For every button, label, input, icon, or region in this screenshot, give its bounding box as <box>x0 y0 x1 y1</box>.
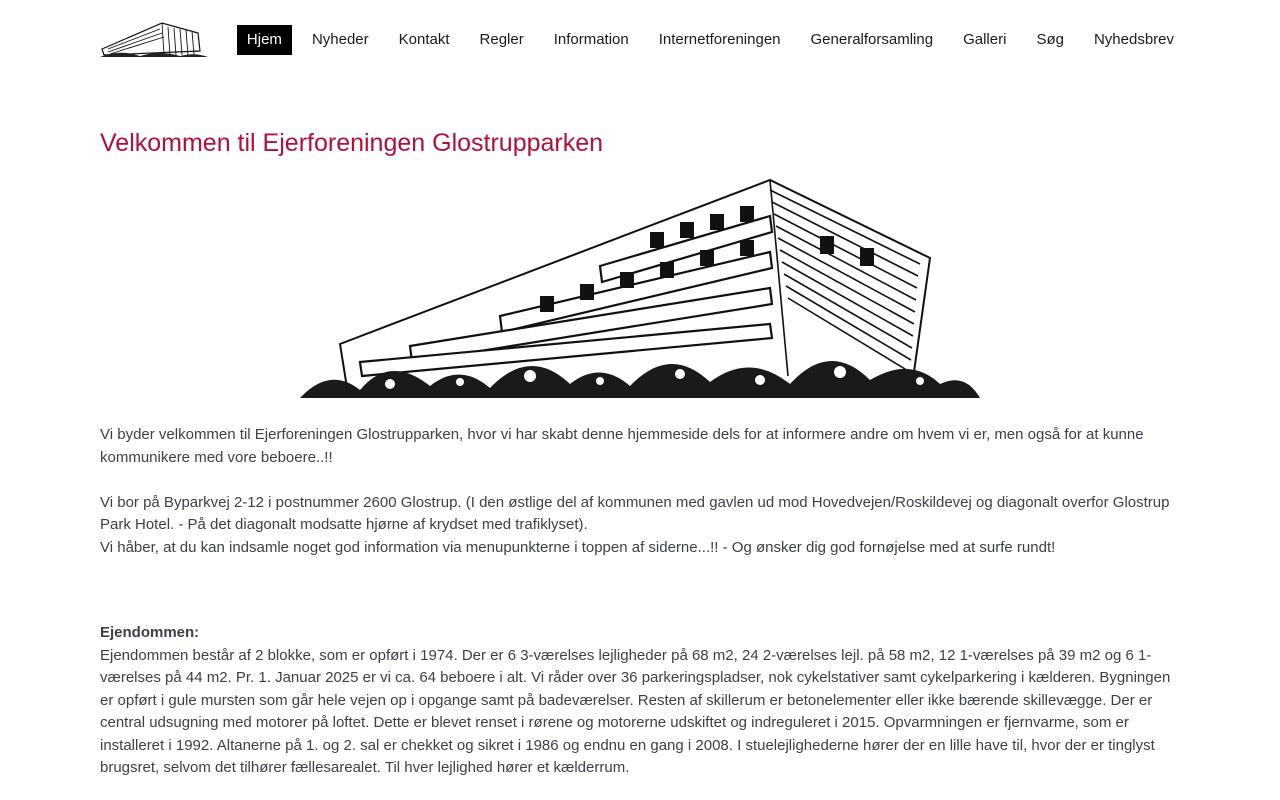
nav-item-nyheder[interactable]: Nyheder <box>311 31 369 48</box>
intro-paragraph-1: Vi byder velkommen til Ejerforeningen Glostrupparken, hvor vi har skabt denne hjemmeside dels for at informere andre om hvem vi er, men også for at kunne kommunikere med vore beboere..!! <box>100 426 1144 466</box>
property-paragraph: Ejendommen består af 2 blokke, som er opført i 1974. Der er 6 3-værelses lejligheder på 68 m2, 24 2-værelses lejl. på 58 m2, 12 1-værelses på 39 m2 og 6 1-værelses på 44 m2. Pr. 1. Januar 2025 er vi ca. 64 beboere i alt. Vi råder over 36 parkeringspladser, nok cykelstativer samt cykelparkering i kælderen. Bygningen er opført i gule mursten som går hele vejen op i opgange samt på badeværelser. Resten af skillerum er betonelementer eller ikke bærende skillevægge. Der er central udsugning med motorer på loftet. Dette er blevet renset i rørene og motorerne udskiftet og indreguleret i 2015. Opvarmningen er fjernvarme, som er installeret i 1992. Altanerne på 1. og 2. sal er chekket og sikret i 1986 og endnu en gang i 2008. I stuelejlighederne hører der en lille have til, hvor der er tinglyst brugsret, selvom det tilhører fællesarealet. Til hver lejlighed hører et kælderrum. <box>100 646 1171 776</box>
nav-item-soeg[interactable]: Søg <box>1036 31 1064 48</box>
property-heading: Ejendommen: <box>100 624 200 641</box>
content-body <box>100 424 1180 780</box>
nav-item-information[interactable]: Information <box>553 31 629 48</box>
intro-paragraph-2: Vi bor på Byparkvej 2-12 i postnummer 2600 Glostrup. (I den østlige del af kommunen med gavlen ud mod Hovedvejen/Roskildevej og diagonalt overfor Glostrup Park Hotel. - På det diagonalt modsatte hjørne af krydset med trafiklyset). <box>100 493 1170 533</box>
nav-item-internetforeningen[interactable]: Internetforeningen <box>658 31 781 48</box>
nav-item-kontakt[interactable]: Kontakt <box>398 31 450 48</box>
site-header <box>0 0 1280 80</box>
building-logo[interactable] <box>100 19 210 59</box>
page-title: Velkommen til Ejerforeningen Glostrupparken <box>100 129 604 157</box>
nav-item-galleri[interactable]: Galleri <box>963 31 1007 48</box>
main-content <box>100 126 1180 780</box>
nav-item-generalforsamling[interactable]: Generalforsamling <box>810 31 934 48</box>
nav-item-regler[interactable]: Regler <box>479 31 524 48</box>
building-illustration <box>300 176 980 404</box>
nav-item-hjem[interactable]: Hjem <box>237 25 292 55</box>
main-nav <box>227 25 1184 55</box>
intro-paragraph-3: Vi håber, at du kan indsamle noget god information via menupunkterne i toppen af siderne...!! - Og ønsker dig god fornøjelse med at surfe rundt! <box>100 538 1056 556</box>
nav-item-nyhedsbrev[interactable]: Nyhedsbrev <box>1093 31 1174 48</box>
